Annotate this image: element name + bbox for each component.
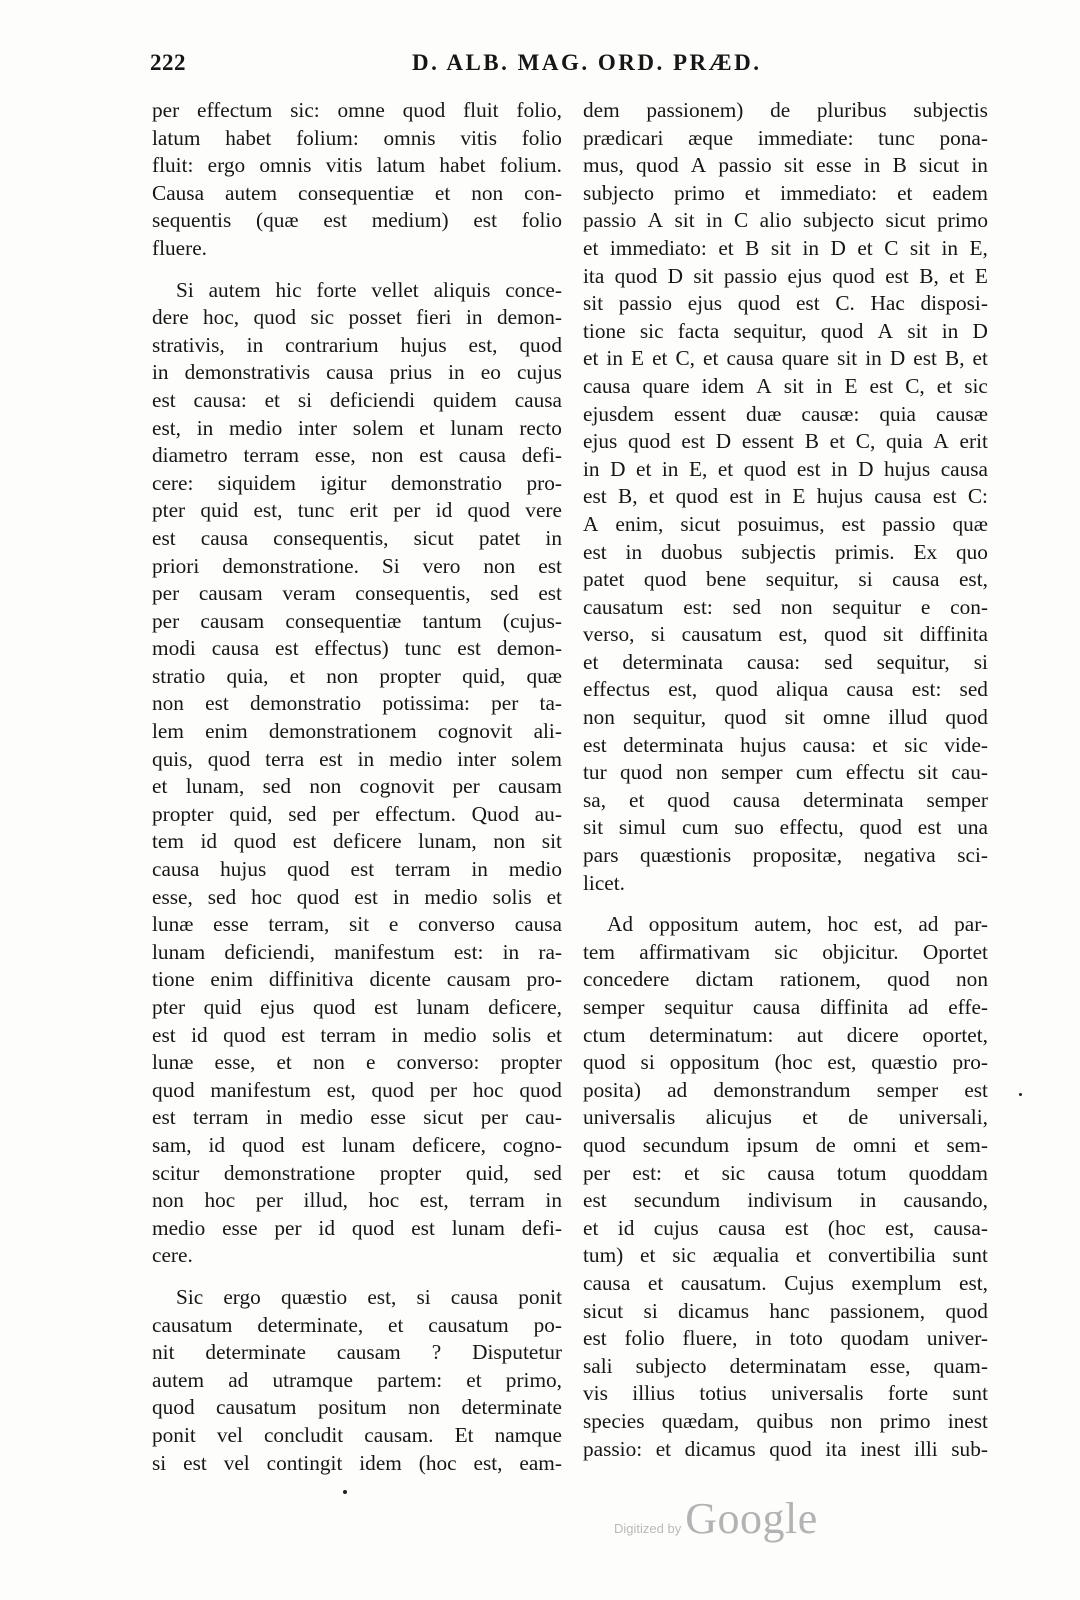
- text-line: est terram in medio esse sicut per cau-: [152, 1105, 562, 1130]
- text-line: quis, quod terra est in medio inter solem: [152, 746, 562, 771]
- ink-speck: [1019, 1093, 1022, 1096]
- text-line: species quædam, quibus non primo inest: [583, 1408, 988, 1433]
- text-line: causa quare idem A sit in E est C, et sic: [583, 373, 988, 398]
- paragraph: [152, 277, 562, 1270]
- text-line: est id quod est terram in medio solis et: [152, 1022, 562, 1047]
- text-line: causa hujus quod est terram in medio: [152, 857, 562, 882]
- text-line: cere.: [152, 1243, 193, 1268]
- text-line: verso, si causatum est, quod sit diffinita: [583, 622, 988, 647]
- text-line: dere hoc, quod sic posset fieri in demon-: [152, 305, 562, 330]
- text-line: sali subjecto determinatam esse, quam-: [583, 1353, 988, 1378]
- text-line: tum) et sic æqualia et convertibilia sunt: [583, 1243, 988, 1268]
- text-line: modi causa est effectus) tunc est demon-: [152, 636, 562, 661]
- text-line: sicut si dicamus hanc passionem, quod: [583, 1298, 988, 1323]
- text-line: scitur demonstratione propter quid, sed: [152, 1160, 562, 1185]
- text-line: tem affirmativam sic objicitur. Oportet: [583, 939, 988, 964]
- text-line: est determinata hujus causa: et sic vide-: [583, 732, 988, 757]
- text-line: esse, sed hoc quod est in medio solis et: [152, 884, 562, 909]
- text-line: nit determinate causam ? Disputetur: [152, 1340, 562, 1365]
- text-line: Ad oppositum autem, hoc est, ad par-: [607, 912, 988, 937]
- digitized-by-text: Digitized by: [614, 1521, 682, 1536]
- text-line: semper sequitur causa diffinita ad effe-: [583, 995, 988, 1019]
- text-line: per est: et sic causa totum quoddam: [583, 1160, 988, 1185]
- text-line: effectus est, quod aliqua causa est: sed: [583, 677, 988, 702]
- text-line: fluit: ergo omnis vitis latum habet folium.: [152, 153, 562, 178]
- text-line: ponit vel concludit causam. Et namque: [152, 1422, 562, 1447]
- text-line: est in duobus subjectis primis. Ex quo: [583, 539, 988, 564]
- text-line: propter quid, sed per effectum. Quod au-: [152, 801, 562, 826]
- text-line: ita quod D sit passio ejus quod est B, et E: [583, 263, 988, 288]
- text-line: Sic ergo quæstio est, si causa ponit: [176, 1284, 562, 1309]
- text-line: et id cujus causa est (hoc est, causa-: [583, 1215, 988, 1240]
- text-line: non est demonstratio potissima: per ta-: [152, 691, 562, 716]
- text-line: sa, et quod causa determinata semper: [583, 787, 988, 812]
- text-line: si est vel contingit idem (hoc est, eam-: [152, 1450, 562, 1475]
- text-line: vis illius totius universalis forte sunt: [583, 1381, 988, 1406]
- text-line: causatum est: sed non sequitur e con-: [583, 594, 988, 619]
- text-line: pars quæstionis propositæ, negativa sci-: [583, 843, 988, 868]
- text-line: latum habet folium: omnis vitis folio: [152, 125, 562, 150]
- paragraph: [152, 1284, 562, 1477]
- text-line: posita) ad demonstrandum semper est: [583, 1077, 988, 1102]
- text-line: fluere.: [152, 235, 207, 260]
- text-line: medio esse per id quod est lunam defi-: [152, 1215, 562, 1240]
- text-line: est secundum indivisum in causando,: [583, 1188, 988, 1213]
- text-line: diametro terram esse, non est causa defi-: [152, 443, 562, 468]
- text-line: sam, id quod est lunam deficere, cogno-: [152, 1132, 562, 1157]
- text-line: mus, quod A passio sit esse in B sicut in: [583, 153, 988, 178]
- page-header: [150, 50, 985, 84]
- text-line: sequentis (quæ est medium) est folio: [152, 208, 562, 233]
- right-column: [583, 97, 988, 1477]
- text-line: lunæ esse terram, sit e converso causa: [152, 912, 562, 937]
- text-line: autem ad utramque partem: et primo,: [152, 1367, 562, 1392]
- text-line: pter quid ejus quod est lunam deficere,: [152, 995, 562, 1019]
- text-line: et immediato: et B sit in D et C sit in E,: [583, 235, 988, 260]
- text-line: tem id quod est deficere lunam, non sit: [152, 829, 562, 854]
- text-line: cere: siquidem igitur demonstratio pro-: [152, 470, 562, 495]
- paragraph: [152, 97, 562, 263]
- text-line: Causa autem consequentiæ et non con-: [152, 180, 562, 205]
- text-line: licet.: [583, 870, 625, 895]
- text-line: quod causatum positum non determinate: [152, 1395, 562, 1420]
- text-line: in D et in E, et quod est in D hujus causa: [583, 456, 988, 481]
- text-line: est folio fluere, in toto quodam univer-: [583, 1326, 988, 1351]
- text-line: quod manifestum est, quod per hoc quod: [152, 1077, 562, 1102]
- text-line: est B, et quod est in E hujus causa est C:: [583, 484, 988, 509]
- text-line: passio: et dicamus quod ita inest illi sub-: [583, 1436, 988, 1461]
- text-line: est causa: et si deficiendi quidem causa: [152, 387, 562, 412]
- text-line: priori demonstratione. Si vero non est: [152, 553, 562, 578]
- text-line: causatum determinate, et causatum po-: [152, 1312, 562, 1337]
- paragraph: [583, 911, 988, 1463]
- text-line: pter quid est, tunc erit per id quod vere: [152, 498, 562, 523]
- text-line: et lunam, sed non cognovit per causam: [152, 774, 562, 799]
- text-line: dem passionem) de pluribus subjectis: [583, 98, 988, 122]
- text-line: est causa consequentis, sicut patet in: [152, 525, 562, 550]
- text-line: quod si oppositum (hoc est, quæstio pro-: [583, 1050, 988, 1075]
- ink-speck: [343, 1490, 347, 1494]
- text-line: patet quod bene sequitur, si causa est,: [583, 567, 988, 592]
- text-line: passio A sit in C alio subjecto sicut primo: [583, 208, 988, 233]
- text-line: ctum determinatum: aut dicere oportet,: [583, 1022, 988, 1047]
- text-line: tione sic facta sequitur, quod A sit in D: [583, 318, 988, 343]
- paragraph: [583, 97, 988, 897]
- text-line: est, in medio inter solem et lunam recto: [152, 415, 562, 440]
- text-line: A enim, sicut posuimus, est passio quæ: [583, 511, 988, 536]
- text-line: lem enim demonstrationem cognovit ali-: [152, 719, 562, 744]
- text-line: non sequitur, quod sit omne illud quod: [583, 705, 988, 730]
- text-line: tione enim diffinitiva dicente causam pro-: [152, 967, 562, 992]
- text-line: sit simul cum suo effectu, quod est una: [583, 815, 988, 840]
- text-line: stratio quia, et non propter quid, quæ: [152, 663, 562, 688]
- text-line: per causam consequentiæ tantum (cujus-: [152, 608, 562, 633]
- text-line: per causam veram consequentis, sed est: [152, 581, 562, 606]
- text-line: subjecto primo et immediato: et eadem: [583, 180, 988, 205]
- text-line: ejusdem essent duæ causæ: quia causæ: [583, 401, 988, 426]
- text-line: tur quod non semper cum effectu sit cau-: [583, 760, 988, 785]
- text-line: concedere dictam rationem, quod non: [583, 967, 988, 992]
- digitized-watermark: [614, 1493, 818, 1544]
- text-line: causa et causatum. Cujus exemplum est,: [583, 1270, 988, 1295]
- text-line: universalis alicujus et de universali,: [583, 1105, 988, 1130]
- text-line: lunæ esse, et non e converso: propter: [152, 1050, 562, 1075]
- text-line: et determinata causa: sed sequitur, si: [583, 649, 988, 674]
- text-line: in demonstrativis causa prius in eo cujus: [152, 360, 562, 385]
- text-line: sit passio ejus quod est C. Hac disposi-: [583, 291, 988, 316]
- text-line: Si autem hic forte vellet aliquis conce-: [176, 277, 562, 302]
- text-line: ejus quod est D essent B et C, quia A erit: [583, 429, 988, 454]
- page-number: 222: [150, 50, 186, 75]
- text-line: non hoc per illud, hoc est, terram in: [152, 1188, 562, 1213]
- google-logo: Google: [685, 1494, 818, 1543]
- text-line: et in E et C, et causa quare sit in D est B, et: [583, 346, 988, 371]
- text-line: per effectum sic: omne quod fluit folio,: [152, 98, 562, 122]
- text-line: quod secundum ipsum de omni et sem-: [583, 1132, 988, 1157]
- text-line: strativis, in contrarium hujus est, quod: [152, 332, 562, 357]
- running-title: D. ALB. MAG. ORD. PRÆD.: [412, 50, 762, 75]
- text-line: lunam deficiendi, manifestum est: in ra-: [152, 939, 562, 964]
- text-line: prædicari æque immediate: tunc pona-: [583, 125, 988, 150]
- left-column: [152, 97, 562, 1491]
